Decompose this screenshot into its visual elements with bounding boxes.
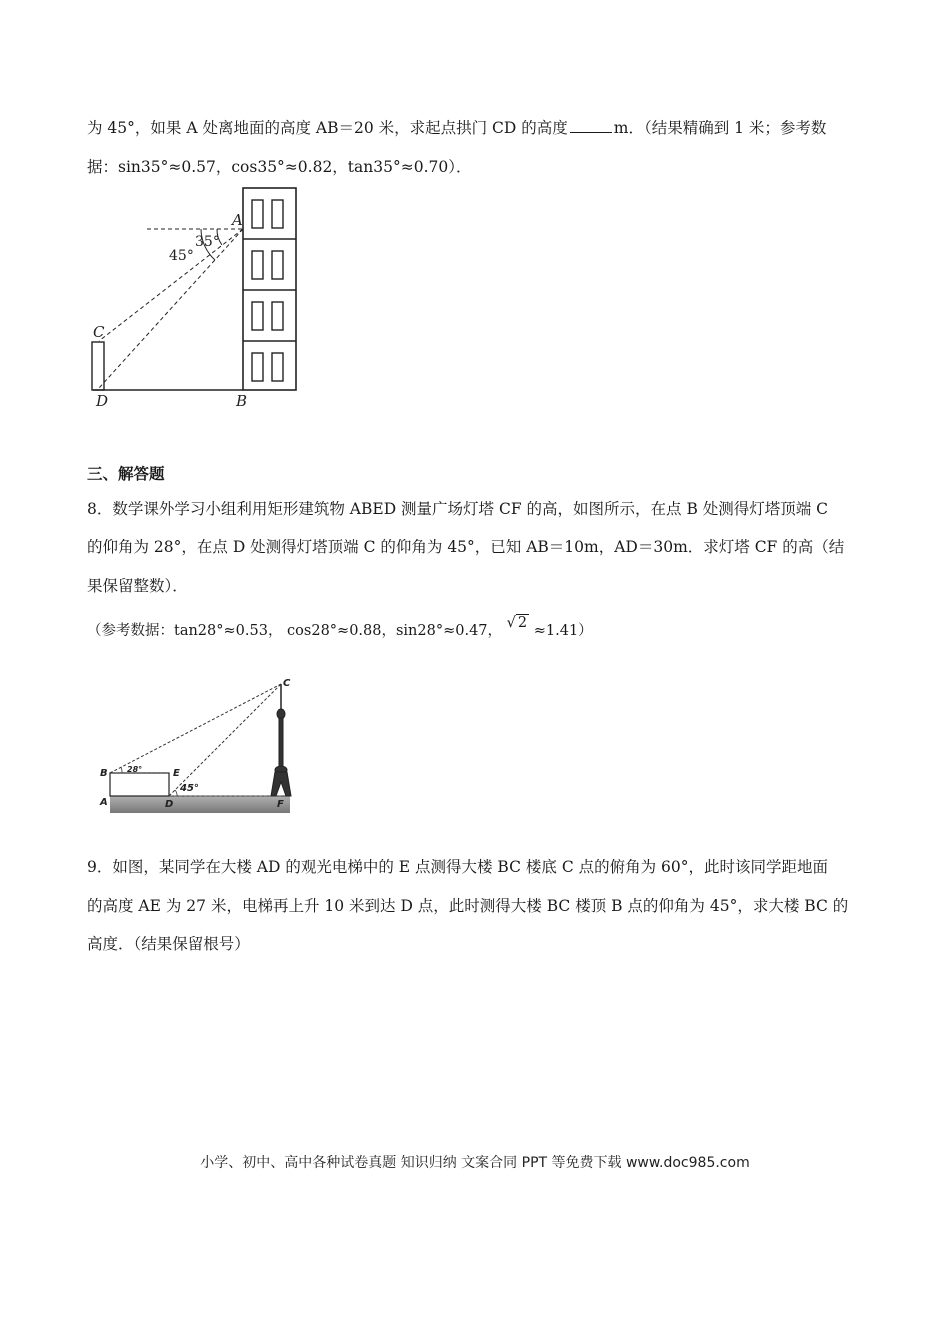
building [243, 188, 296, 390]
line-ac [99, 229, 243, 341]
label-c: C [93, 323, 105, 341]
label-b: B [236, 392, 248, 410]
q7-figure [85, 180, 315, 410]
label-a: A [232, 211, 243, 229]
q8-figure [96, 672, 306, 817]
label-b: B [100, 768, 108, 779]
q9-text-line-3: 高度．（结果保留根号） [87, 935, 250, 953]
label-f: F [277, 799, 284, 810]
label-angle-45: 45° [169, 248, 194, 264]
q7-text-line-2: 据：sin35°≈0.57，cos35°≈0.82，tan35°≈0.70）． [87, 158, 472, 176]
ground [110, 796, 290, 813]
q7-text-part-b: m．（结果精确到 1 米；参考数 [613, 119, 827, 137]
label-e: E [173, 768, 180, 779]
label-d: D [96, 392, 109, 410]
line-dc [169, 684, 281, 796]
building-abed [110, 773, 169, 796]
q9-text-line-1: 9．如图，某同学在大楼 AD 的观光电梯中的 E 点测得大楼 BC 楼底 C 点的俯角为 60°，此时该同学距地面 [87, 858, 829, 876]
label-a: A [100, 797, 108, 808]
sqrt-symbol: √ 2 [506, 615, 528, 631]
q8-text-line-1: 8．数学课外学习小组利用矩形建筑物 ABED 测量广场灯塔 CF 的高，如图所示，在点 B 处测得灯塔顶端 C [87, 500, 829, 518]
q7-text-line-1 [87, 118, 826, 138]
label-angle-45: 45° [180, 783, 199, 794]
q8-text-line-3: 果保留整数）． [87, 577, 188, 595]
q8-reference-data [87, 615, 593, 641]
q7-text-part-a: 为 45°，如果 A 处离地面的高度 AB＝20 米，求起点拱门 CD 的高度 [87, 119, 568, 137]
sqrt-radicand: 2 [517, 615, 528, 631]
q8-text-line-2: 的仰角为 28°，在点 D 处测得灯塔顶端 C 的仰角为 45°，已知 AB＝10m，AD＝30m．求灯塔 CF 的高（结 [87, 538, 845, 556]
line-bc [110, 684, 281, 773]
q8-ref-part-b: ≈1.41） [533, 623, 593, 639]
q8-ref-part-a: （参考数据：tan28°≈0.53， cos28°≈0.88，sin28°≈0.47， [87, 623, 503, 639]
label-angle-28: 28° [127, 765, 143, 774]
q9-text-line-2: 的高度 AE 为 27 米，电梯再上升 10 米到达 D 点，此时测得大楼 BC 楼顶 B 点的仰角为 45°，求大楼 BC 的 [87, 897, 849, 915]
label-c: C [283, 678, 291, 689]
label-angle-35: 35° [195, 234, 220, 250]
section-heading: 三、解答题 [87, 464, 165, 483]
lighthouse-tower [271, 684, 291, 796]
label-d: D [165, 799, 174, 810]
arch-cd [92, 342, 104, 390]
page-footer: 小学、初中、高中各种试卷真题 知识归纳 文案合同 PPT 等免费下载 www.doc985.com [200, 1155, 750, 1171]
answer-blank[interactable] [570, 118, 612, 133]
